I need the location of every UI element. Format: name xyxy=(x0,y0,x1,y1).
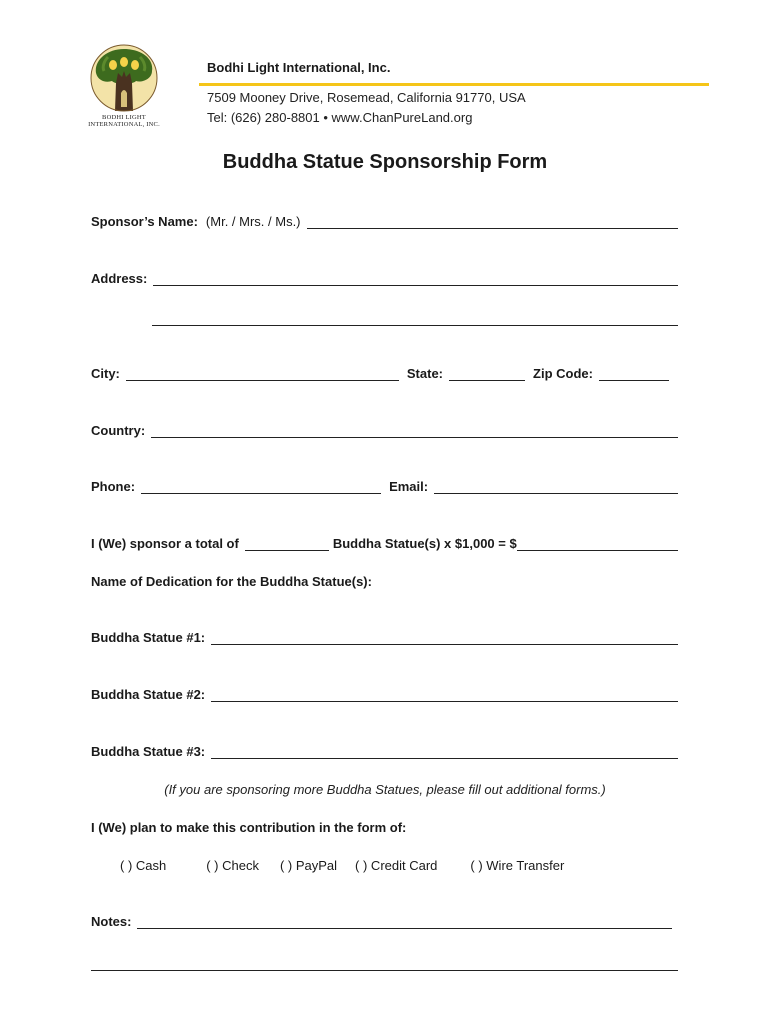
header-divider xyxy=(199,83,709,86)
statue-count-field[interactable] xyxy=(245,538,329,551)
statue-1-field[interactable] xyxy=(211,632,678,645)
statue-2-label: Buddha Statue #2: xyxy=(91,687,206,702)
country-field[interactable] xyxy=(151,425,678,438)
notes-row xyxy=(91,914,672,929)
statue-1-label: Buddha Statue #1: xyxy=(91,630,206,645)
statue-3-label: Buddha Statue #3: xyxy=(91,744,206,759)
payment-options xyxy=(120,858,564,873)
total-amount-field[interactable] xyxy=(517,538,678,551)
sponsor-name-field[interactable] xyxy=(307,216,678,229)
contribution-heading: I (We) plan to make this contribution in the form of: xyxy=(91,820,407,835)
state-label: State: xyxy=(406,366,444,381)
logo-caption xyxy=(86,114,162,128)
notes-field-line2[interactable] xyxy=(91,958,678,971)
sponsor-name-row xyxy=(91,214,678,229)
address-label: Address: xyxy=(91,271,148,286)
phone-field[interactable] xyxy=(141,481,381,494)
email-field[interactable] xyxy=(434,481,678,494)
org-logo xyxy=(86,43,162,133)
org-contact: Tel: (626) 280-8801 • www.ChanPureLand.org xyxy=(207,110,473,125)
city-label: City: xyxy=(91,366,120,381)
logo-text-line2: INTERNATIONAL, INC. xyxy=(88,121,160,128)
phone-email-row xyxy=(91,479,678,494)
sponsor-total-row xyxy=(91,536,678,551)
phone-label: Phone: xyxy=(91,479,136,494)
dedication-heading-row xyxy=(91,574,678,589)
payment-option-wire-transfer[interactable]: ( ) Wire Transfer xyxy=(470,858,565,873)
org-address: 7509 Mooney Drive, Rosemead, California 91770, USA xyxy=(207,90,526,105)
org-name: Bodhi Light International, Inc. xyxy=(207,60,391,75)
address-row-2 xyxy=(152,313,678,326)
logo-text-line1: BODHI LIGHT xyxy=(102,114,146,121)
contribution-heading-row xyxy=(91,820,678,835)
dedication-heading: Name of Dedication for the Buddha Statue(s): xyxy=(91,574,372,589)
notes-label: Notes: xyxy=(91,914,132,929)
notes-row-2 xyxy=(91,958,678,971)
city-field[interactable] xyxy=(126,368,399,381)
city-state-zip-row xyxy=(91,366,678,381)
statue-1-row xyxy=(91,630,678,645)
address-field-line1[interactable] xyxy=(153,273,678,286)
form-title: Buddha Statue Sponsorship Form xyxy=(222,151,548,173)
zip-code-field[interactable] xyxy=(599,368,669,381)
payment-option-paypal[interactable]: ( ) PayPal xyxy=(279,858,338,873)
statue-price-label: Buddha Statue(s) x $1,000 = $ xyxy=(332,536,517,551)
country-row xyxy=(91,423,678,438)
statue-2-row xyxy=(91,687,678,702)
sponsor-total-label: I (We) sponsor a total of xyxy=(91,536,239,551)
state-field[interactable] xyxy=(449,368,525,381)
statue-3-field[interactable] xyxy=(211,746,678,759)
email-label: Email: xyxy=(389,479,429,494)
address-field-line2[interactable] xyxy=(152,313,678,326)
payment-option-check[interactable]: ( ) Check xyxy=(206,858,259,873)
additional-forms-note: (If you are sponsoring more Buddha Statues, please fill out additional forms.) xyxy=(164,782,606,797)
notes-field-line1[interactable] xyxy=(137,916,672,929)
address-row xyxy=(91,271,678,286)
statue-3-row xyxy=(91,744,678,759)
zip-code-label: Zip Code: xyxy=(533,366,593,381)
payment-option-cash[interactable]: ( ) Cash xyxy=(120,858,167,873)
country-label: Country: xyxy=(91,423,146,438)
statue-2-field[interactable] xyxy=(211,689,678,702)
bodhi-tree-icon xyxy=(86,43,162,113)
payment-option-credit-card[interactable]: ( ) Credit Card xyxy=(355,858,438,873)
sponsor-title-options: (Mr. / Mrs. / Ms.) xyxy=(205,214,301,229)
sponsor-name-label: Sponsor’s Name: xyxy=(91,214,198,229)
